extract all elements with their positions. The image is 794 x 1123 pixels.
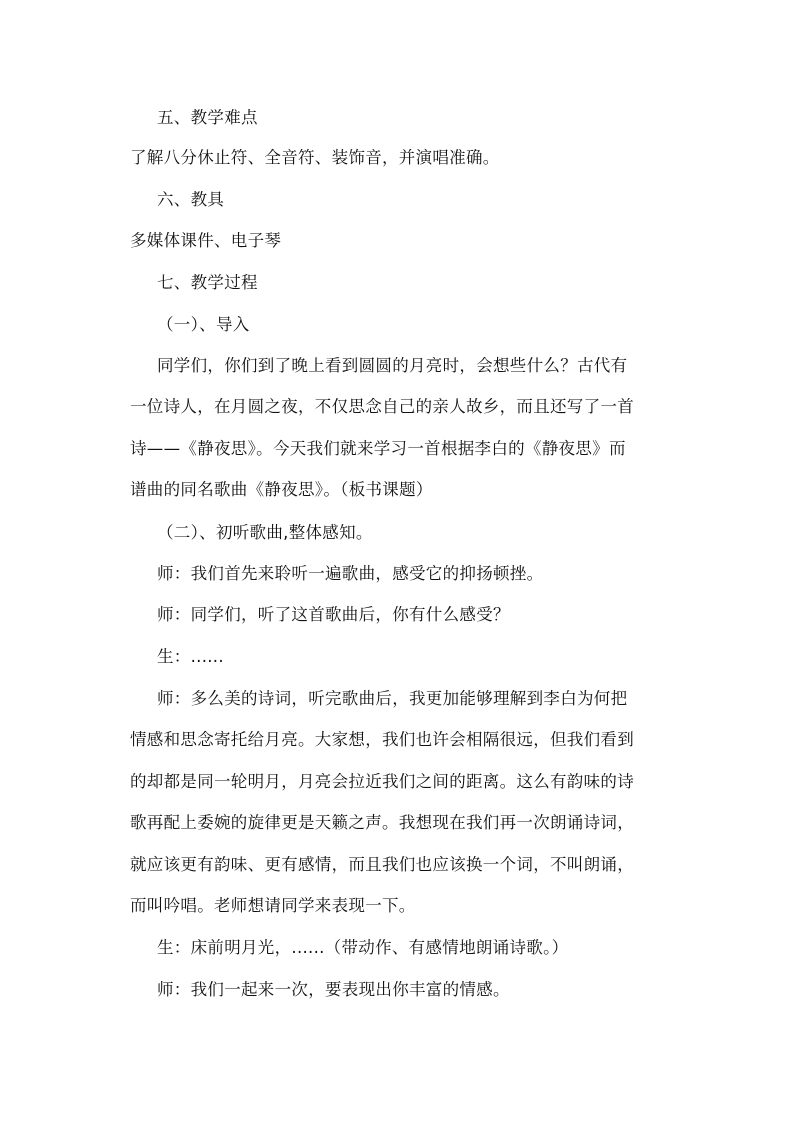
paragraph-line: 诗——《静夜思》。今天我们就来学习一首根据李白的《静夜思》而 <box>130 439 626 458</box>
paragraph-line: 师：多么美的诗词，听完歌曲后，我更加能够理解到李白为何把 <box>157 689 628 708</box>
paragraph-line: 而叫吟唱。老师想请同学来表现一下。 <box>130 896 416 915</box>
dialogue-line: 生：床前明月光，......（带动作、有感情地朗诵诗歌。） <box>157 938 569 957</box>
paragraph-line: 谱曲的同名歌曲《静夜思》。（板书课题） <box>130 480 433 499</box>
paragraph-line: 就应该更有韵味、更有感情，而且我们也应该换一个词，不叫朗诵， <box>130 855 634 874</box>
paragraph-aids: 多媒体课件、电子琴 <box>130 231 282 250</box>
paragraph-line: 情感和思念寄托给月亮。大家想，我们也许会相隔很远，但我们看到 <box>130 730 634 749</box>
heading-teaching-aids: 六、教具 <box>157 190 225 209</box>
paragraph-line: 歌再配上委婉的旋律更是天籁之声。我想现在我们再一次朗诵诗词， <box>130 813 634 832</box>
dialogue-line: 师：我们首先来聆听一遍歌曲，感受它的抑扬顿挫。 <box>157 564 544 583</box>
paragraph-line: 的却都是同一轮明月，月亮会拉近我们之间的距离。这么有韵味的诗 <box>130 772 634 791</box>
dialogue-line: 师：我们一起来一次，要表现出你丰富的情感。 <box>157 980 510 999</box>
dialogue-line: 生：...... <box>157 647 224 666</box>
paragraph-difficulties: 了解八分休止符、全音符、装饰音，并演唱准确。 <box>130 148 500 167</box>
heading-teaching-process: 七、教学过程 <box>157 273 258 292</box>
dialogue-line: 师：同学们，听了这首歌曲后，你有什么感受？ <box>157 605 510 624</box>
paragraph-line: 同学们，你们到了晚上看到圆圆的月亮时，会想些什么？古代有 <box>157 356 628 375</box>
subheading-first-listen: （二）、初听歌曲,整体感知。 <box>157 523 373 542</box>
subheading-introduction: （一）、导入 <box>157 315 250 334</box>
heading-teaching-difficulties: 五、教学难点 <box>157 108 258 127</box>
paragraph-line: 一位诗人，在月圆之夜，不仅思念自己的亲人故乡，而且还写了一首 <box>130 397 634 416</box>
